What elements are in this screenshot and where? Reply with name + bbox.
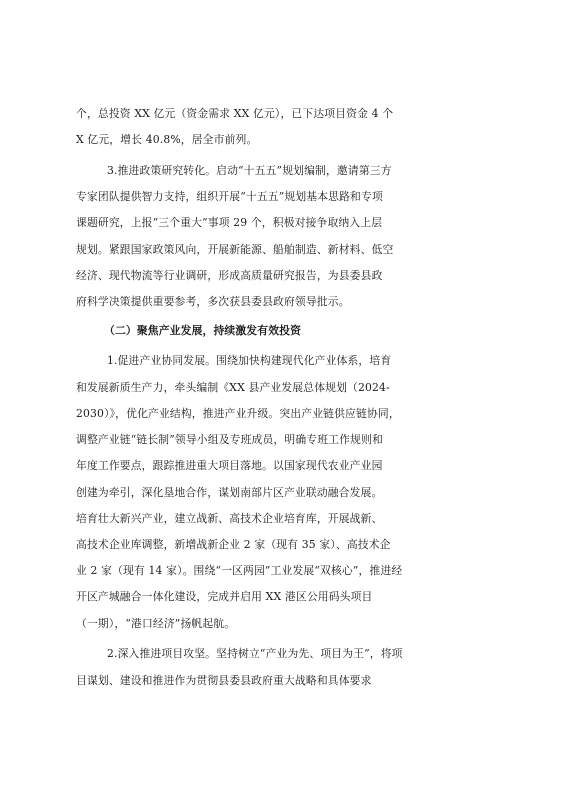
text-line-16: 培育壮大新兴产业，建立战新、高技术企业培育库，开展战新、 [76,512,383,525]
text-line-1: 个，总投资 XX 亿元（资金需求 XX 亿元），已下达项目资金 4 个 [76,107,394,120]
text-line-4: 专家团队提供智力支持，组织开展“十五五”规划基本思路和专项 [76,190,383,203]
text-line-22: 目谋划、建设和推进作为贯彻县委县政府重大战略和具体要求 [76,674,372,687]
text-line-14: 年度工作要点，跟踪推进重大项目落地。以国家现代农业产业园 [76,459,383,472]
text-line-21: 2.深入推进项目攻坚。坚持树立“产业为先、项目为王”，将项 [107,647,403,660]
text-line-6: 规划。紧跟国家政策风向，开展新能源、船舶制造、新材料、低空 [76,243,394,256]
text-line-3: 3.推进政策研究转化。启动“十五五”规划编制，邀请第三方 [107,164,392,177]
text-line-11: 和发展新质生产力，牵头编制《XX 县产业发展总体规划（2024- [76,381,390,394]
section-heading: （二）聚焦产业发展，持续激发有效投资 [104,324,302,337]
text-line-12: 2030）》，优化产业结构，推进产业升级。突出产业链供应链协同， [76,407,400,420]
text-line-5: 课题研究，上报“三个重大”事项 29 个，积极对接争取纳入上层 [76,216,383,229]
text-line-13: 调整产业链“链长制”领导小组及专班成员，明确专班工作规则和 [76,433,383,446]
text-line-2: X 亿元，增长 40.8%，居全市前列。 [76,133,258,146]
text-line-7: 经济、现代物流等行业调研，形成高质量研究报告，为县委县政 [76,269,383,282]
text-line-18: 业 2 家（现有 14 家）。围绕“一区两园”工业发展“双核心”，推进经 [76,564,403,577]
text-line-10: 1.促进产业协同发展。围绕加快构建现代化产业体系，培育 [107,354,392,367]
text-line-20: （一期），“港口经济”扬帆起航。 [76,617,236,630]
text-line-17: 高技术企业库调整，新增战新企业 2 家（现有 35 家）、高技术企 [76,538,391,551]
text-line-15: 创建为牵引，深化垦地合作，谋划南部片区产业联动融合发展。 [76,486,383,499]
text-line-19: 开区产城融合一体化建设，完成并启用 XX 港区公用码头项目 [76,590,373,603]
text-line-8: 府科学决策提供重要参考，多次获县委县政府领导批示。 [76,295,350,308]
